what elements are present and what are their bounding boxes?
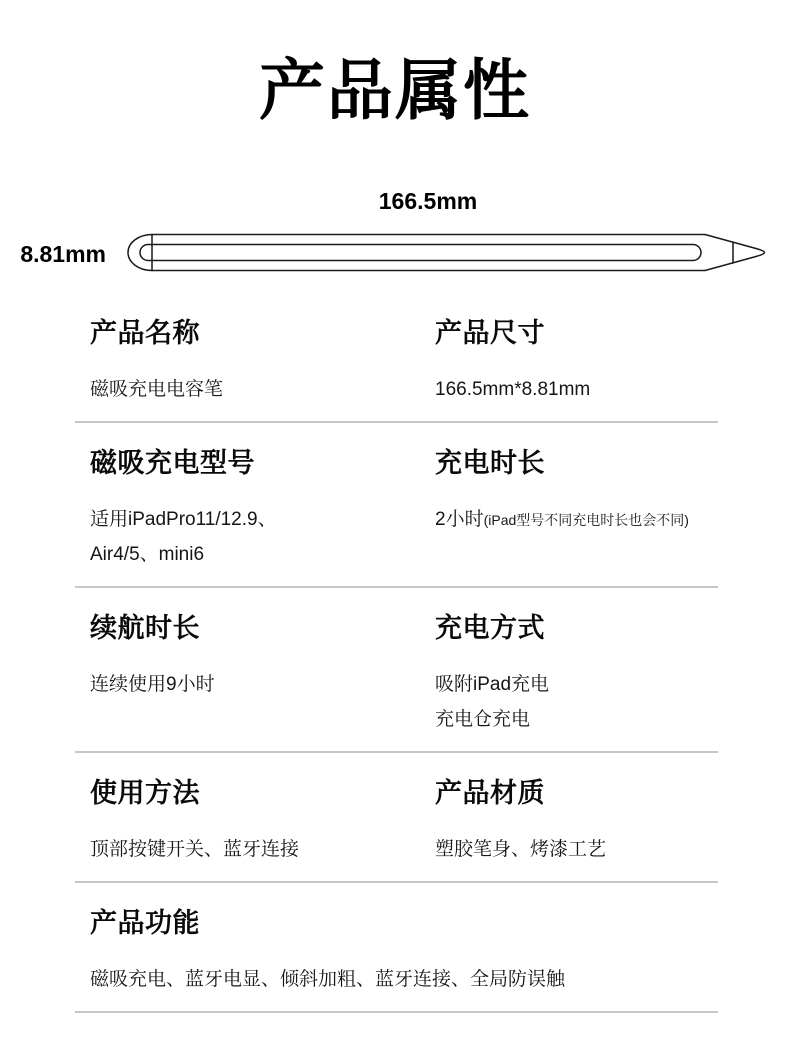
spec-label: 充电方式	[435, 612, 545, 643]
spec-value: 磁吸充电电容笔	[90, 378, 224, 400]
pen-diameter-label: 8.81mm	[20, 241, 106, 268]
spec-row-4	[75, 753, 718, 883]
pen-diagram-row	[0, 229, 790, 281]
spec-row-1	[75, 293, 718, 423]
spec-label: 续航时长	[90, 612, 200, 643]
spec-value	[435, 502, 718, 538]
spec-label: 产品材质	[435, 777, 545, 808]
spec-value-line: 充电仓充电	[435, 708, 531, 730]
spec-cell-compatible-models	[90, 449, 435, 572]
spec-value-note: (iPad型号不同充电时长也会不同)	[483, 511, 689, 528]
spec-value	[435, 667, 718, 737]
spec-value: 连续使用9小时	[90, 673, 215, 695]
spec-value-line: Air4/5、mini6	[90, 543, 205, 565]
spec-label: 产品功能	[90, 907, 200, 938]
pen-inner-slot	[140, 244, 701, 260]
pen-length-label: 166.5mm	[378, 187, 478, 214]
spec-value-line: 吸附iPad充电	[435, 673, 550, 695]
spec-value: 磁吸充电、蓝牙电显、倾斜加粗、蓝牙连接、全局防误触	[90, 968, 566, 990]
spec-value-main: 2小时	[435, 508, 484, 530]
spec-value: 166.5mm*8.81mm	[435, 378, 591, 400]
spec-value	[90, 502, 435, 572]
spec-row-2	[75, 423, 718, 588]
pen-body-outline	[128, 234, 765, 270]
spec-label: 磁吸充电型号	[90, 447, 255, 478]
spec-cell-material	[435, 779, 718, 867]
spec-cell-charge-time	[435, 449, 718, 572]
spec-cell-usage	[90, 779, 435, 867]
spec-row-5	[75, 883, 718, 1013]
page-title: 产品属性	[259, 53, 531, 127]
spec-value: 顶部按键开关、蓝牙连接	[90, 838, 300, 860]
spec-value: 塑胶笔身、烤漆工艺	[435, 838, 607, 860]
spec-table	[75, 293, 718, 1013]
spec-cell-charge-method	[435, 614, 718, 737]
spec-cell-battery-life	[90, 614, 435, 737]
spec-cell-product-size	[435, 319, 718, 407]
spec-label: 充电时长	[435, 447, 545, 478]
spec-cell-product-name	[90, 319, 435, 407]
spec-label: 产品尺寸	[435, 317, 545, 348]
spec-label: 使用方法	[90, 777, 200, 808]
spec-cell-features	[90, 909, 718, 997]
spec-label: 产品名称	[90, 317, 200, 348]
spec-row-3	[75, 588, 718, 753]
spec-value-line: 适用iPadPro11/12.9、	[90, 508, 277, 530]
pen-outline-drawing	[112, 229, 772, 281]
pen-dimension-diagram	[0, 188, 790, 281]
